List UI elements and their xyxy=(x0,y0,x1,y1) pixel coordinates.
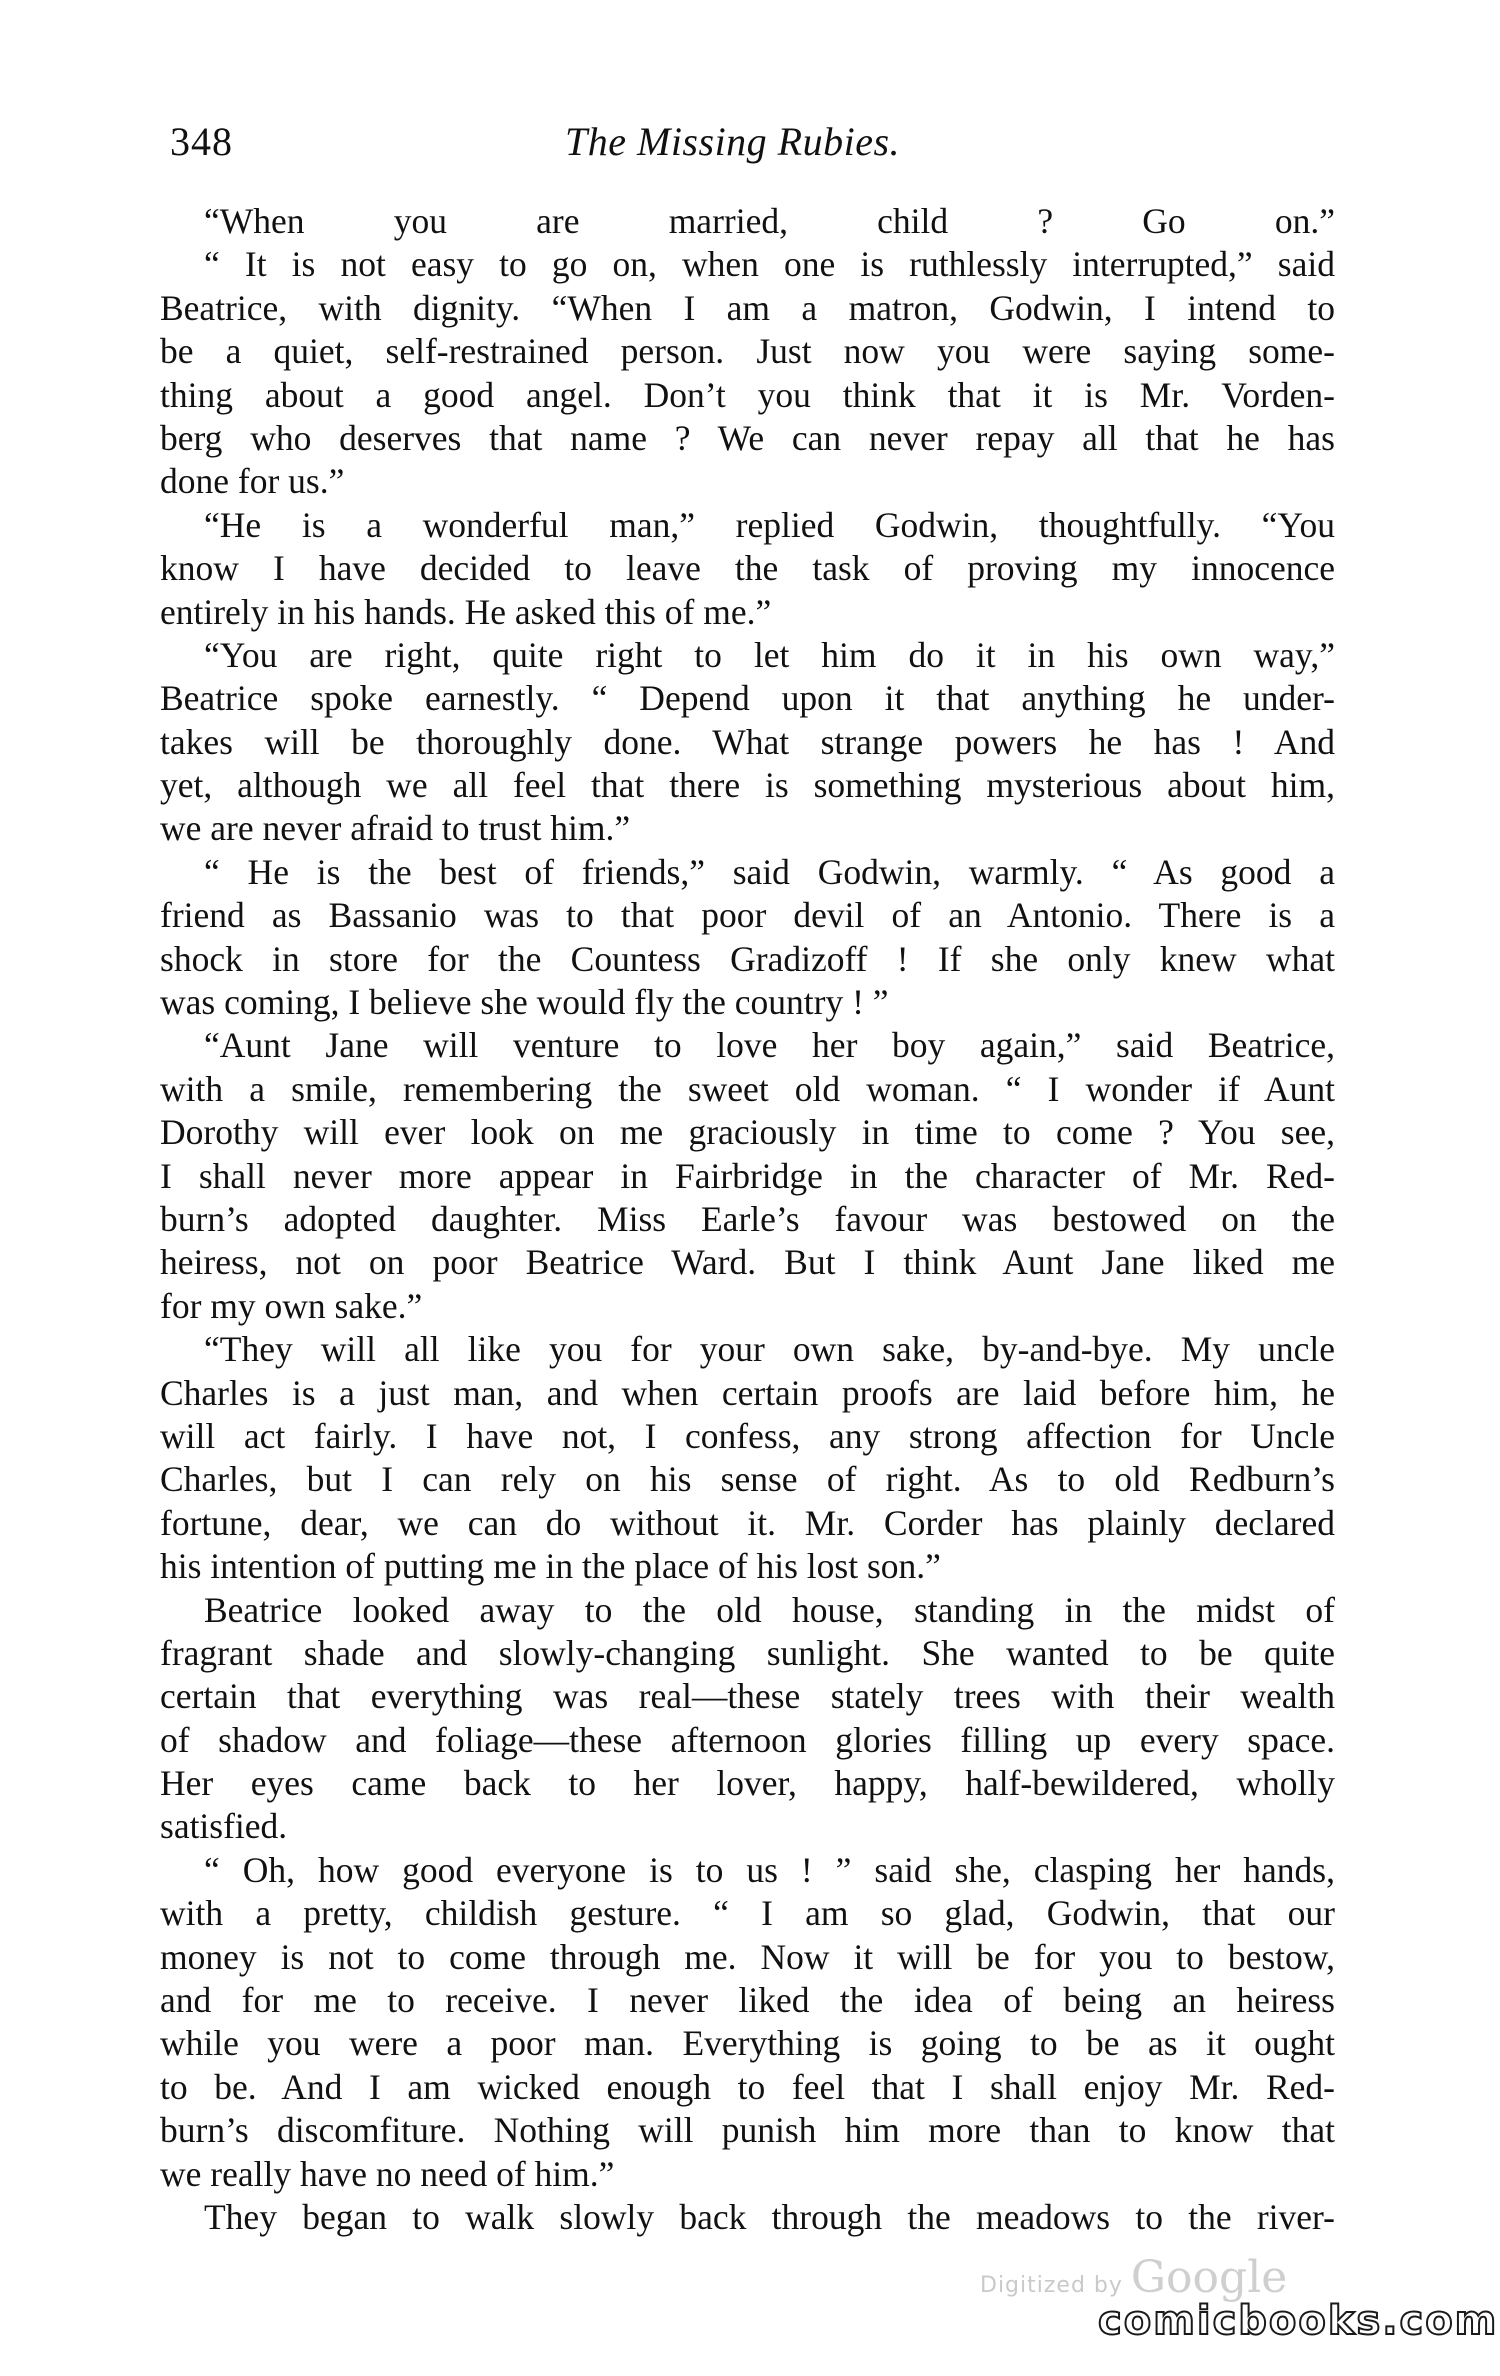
text-line: “When you are married, child ? Go on.” xyxy=(204,201,1335,241)
text-line: we really have no need of him.” xyxy=(160,2153,615,2194)
text-line: money is not to come through me. Now it will be for you to bestow, xyxy=(160,1936,1335,1977)
text-line: “He is a wonderful man,” replied Godwin, thoughtfully. “You xyxy=(204,504,1335,545)
google-watermark xyxy=(980,2252,1287,2303)
text-line: “They will all like you for your own sake, by-and-bye. My uncle xyxy=(204,1329,1335,1370)
text-line: while you were a poor man. Everything is going to be as it ought xyxy=(160,2023,1335,2064)
text-line: certain that everything was real—these stately trees with their wealth xyxy=(160,1676,1335,1717)
body-text xyxy=(160,200,1335,2239)
text-line: fragrant shade and slowly-changing sunlight. She wanted to be quite xyxy=(160,1632,1335,1673)
google-watermark-prefix: Digitized by xyxy=(980,2273,1123,2298)
text-line: takes will be thoroughly done. What strange powers he has ! And xyxy=(160,721,1335,762)
google-watermark-logo: Google xyxy=(1130,2252,1288,2303)
text-line: entirely in his hands. He asked this of me.” xyxy=(160,591,772,632)
text-line: thing about a good angel. Don’t you think that it is Mr. Vorden- xyxy=(160,374,1335,415)
text-line: with a smile, remembering the sweet old woman. “ I wonder if Aunt xyxy=(160,1068,1335,1109)
text-line: berg who deserves that name ? We can never repay all that he has xyxy=(160,417,1335,458)
text-line: Charles, but I can rely on his sense of right. As to old Redburn’s xyxy=(160,1459,1335,1500)
text-line: heiress, not on poor Beatrice Ward. But I think Aunt Jane liked me xyxy=(160,1242,1335,1283)
text-line: Dorothy will ever look on me graciously in time to come ? You see, xyxy=(160,1112,1335,1153)
text-line: his intention of putting me in the place of his lost son.” xyxy=(160,1546,941,1587)
page-number: 348 xyxy=(170,119,233,164)
text-line: yet, although we all feel that there is something mysterious about him, xyxy=(160,765,1335,806)
text-line: Beatrice spoke earnestly. “ Depend upon it that anything he under- xyxy=(160,678,1335,719)
text-line: of shadow and foliage—these afternoon glories filling up every space. xyxy=(160,1719,1335,1760)
text-line: burn’s adopted daughter. Miss Earle’s favour was bestowed on the xyxy=(160,1198,1335,1239)
text-line: Her eyes came back to her lover, happy, half-bewildered, wholly xyxy=(160,1763,1335,1804)
text-line: shock in store for the Countess Gradizoff ! If she only knew what xyxy=(160,938,1335,979)
text-line: be a quiet, self-restrained person. Just now you were saying some- xyxy=(160,331,1335,372)
text-line: “ It is not easy to go on, when one is ruthlessly interrupted,” said xyxy=(204,244,1335,285)
text-line: Charles is a just man, and when certain proofs are laid before him, he xyxy=(160,1372,1335,1413)
text-line: “You are right, quite right to let him do it in his own way,” xyxy=(204,634,1335,675)
text-line: satisfied. xyxy=(160,1806,288,1847)
text-line: friend as Bassanio was to that poor devil of an Antonio. There is a xyxy=(160,895,1335,936)
text-line: was coming, I believe she would fly the country ! ” xyxy=(160,982,889,1023)
text-line: Beatrice looked away to the old house, standing in the midst of xyxy=(204,1589,1335,1630)
text-line: we are never afraid to trust him.” xyxy=(160,808,631,849)
text-line: to be. And I am wicked enough to feel that I shall enjoy Mr. Red- xyxy=(160,2066,1335,2107)
page-header xyxy=(170,118,1330,178)
running-title: The Missing Rubies. xyxy=(565,119,901,164)
text-line: I shall never more appear in Fairbridge in the character of Mr. Red- xyxy=(160,1155,1335,1196)
text-line: “ Oh, how good everyone is to us ! ” said she, clasping her hands, xyxy=(204,1849,1335,1890)
text-line: will act fairly. I have not, I confess, any strong affection for Uncle xyxy=(160,1415,1335,1456)
text-line: “ He is the best of friends,” said Godwin, warmly. “ As good a xyxy=(204,851,1335,892)
text-line: Beatrice, with dignity. “When I am a matron, Godwin, I intend to xyxy=(160,287,1335,328)
text-line: and for me to receive. I never liked the idea of being an heiress xyxy=(160,1980,1335,2021)
site-watermark: comicbooks.com xyxy=(1098,2298,1499,2344)
text-line: for my own sake.” xyxy=(160,1285,423,1326)
text-line: “Aunt Jane will venture to love her boy again,” said Beatrice, xyxy=(204,1025,1335,1066)
text-line: fortune, dear, we can do without it. Mr. Corder has plainly declared xyxy=(160,1502,1335,1543)
text-line: They began to walk slowly back through the meadows to the river- xyxy=(204,2196,1335,2237)
text-line: burn’s discomfiture. Nothing will punish him more than to know that xyxy=(160,2110,1335,2151)
text-line: with a pretty, childish gesture. “ I am so glad, Godwin, that our xyxy=(160,1893,1335,1934)
text-line: done for us.” xyxy=(160,461,345,502)
text-line: know I have decided to leave the task of proving my innocence xyxy=(160,548,1335,589)
